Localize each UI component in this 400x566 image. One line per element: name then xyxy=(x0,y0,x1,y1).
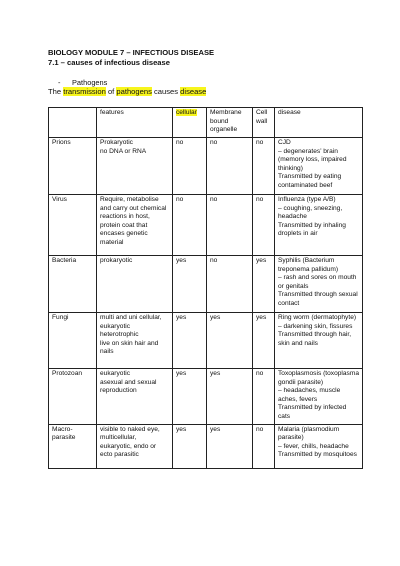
bullet-text: Pathogens xyxy=(72,78,108,87)
highlight-disease: disease xyxy=(180,87,207,96)
row-organelle: yes xyxy=(207,424,253,468)
table-row-bacteria xyxy=(49,256,363,313)
intro-text-part: of xyxy=(105,87,117,96)
row-name: Prions xyxy=(49,138,97,195)
disease-line: Toxoplasmosis (toxoplasma gondii parasite) xyxy=(278,370,359,386)
row-cell-wall: yes xyxy=(253,256,275,313)
disease-line: Ring worm (dermatophyte) xyxy=(278,314,357,321)
highlight-pathogens: pathogens xyxy=(116,87,152,96)
row-cell-wall: yes xyxy=(253,313,275,369)
row-cellular: no xyxy=(173,138,207,195)
row-organelle: yes xyxy=(207,369,253,425)
row-name: Virus xyxy=(49,195,97,256)
feature-line: no DNA or RNA xyxy=(100,147,147,155)
header-cell-features: features xyxy=(97,108,173,138)
row-organelle: no xyxy=(207,138,253,195)
disease-line: – fever, chills, headache xyxy=(278,442,349,450)
row-features xyxy=(97,313,173,369)
row-organelle: no xyxy=(207,195,253,256)
feature-line: visible to naked eye, multicellular, eukaryotic, endo or ecto parasitic xyxy=(100,425,160,459)
disease-line: Transmitted through hair, skin and nails xyxy=(278,331,352,347)
row-features xyxy=(97,369,173,425)
row-disease xyxy=(275,138,363,195)
highlight-transmission: transmission xyxy=(63,87,106,96)
document-title: BIOLOGY MODULE 7 – INFECTIOUS DISEASE xyxy=(48,48,215,57)
header-cell-empty xyxy=(49,108,97,138)
feature-line: live on skin hair and nails xyxy=(100,339,159,356)
row-cell-wall: no xyxy=(253,424,275,468)
row-cellular: no xyxy=(173,195,207,256)
table-row-fungi xyxy=(49,313,363,369)
row-disease xyxy=(275,256,363,313)
disease-line: Malaria (plasmodium parasite) xyxy=(278,425,340,442)
row-name: Protozoan xyxy=(49,369,97,425)
disease-line: Syphilis (Bacterium treponema pallidum) xyxy=(278,257,339,273)
row-cellular: yes xyxy=(173,256,207,313)
feature-line: multi and uni cellular, eukaryotic heterotrophic xyxy=(100,314,162,339)
feature-line: prokaryotic xyxy=(100,257,133,264)
disease-line: – darkening skin, fissures xyxy=(278,322,353,330)
header-cellular-text: cellular xyxy=(176,109,197,116)
row-name: Fungi xyxy=(49,313,97,369)
disease-line: Transmitted by inhaling droplets in air xyxy=(278,221,346,238)
row-disease xyxy=(275,424,363,468)
row-cellular: yes xyxy=(173,424,207,468)
row-name: Macro-parasite xyxy=(49,424,97,468)
row-name: Bacteria xyxy=(49,256,97,313)
row-features xyxy=(97,138,173,195)
row-features xyxy=(97,256,173,313)
header-cell-organelle: Membrane bound organelle xyxy=(207,108,253,138)
disease-line: CJD xyxy=(278,139,291,146)
pathogen-table xyxy=(48,107,363,469)
table-header-row xyxy=(49,108,363,138)
bullet-marker: - xyxy=(58,78,61,87)
table-row-prions xyxy=(49,138,363,195)
disease-line: Influenza (type A/B) xyxy=(278,196,336,203)
row-cell-wall: no xyxy=(253,138,275,195)
row-disease xyxy=(275,313,363,369)
disease-line: Transmitted through sexual contact xyxy=(278,291,358,307)
row-cellular: yes xyxy=(173,369,207,425)
feature-line: Prokaryotic xyxy=(100,139,133,146)
row-disease xyxy=(275,369,363,425)
row-features xyxy=(97,195,173,256)
disease-line: Transmitted by mosquitoes xyxy=(278,451,357,459)
feature-line: Require, metabolise and carry out chemical reactions in host, protein coat that encases genetic material xyxy=(100,196,167,246)
table-row-virus xyxy=(49,195,363,256)
header-cell-disease: disease xyxy=(275,108,363,138)
intro-text-part: The xyxy=(48,87,64,96)
disease-line: – rash and sores on mouth or genitals xyxy=(278,274,357,290)
table-row-macro-parasite xyxy=(49,424,363,468)
disease-line: Transmitted by eating contaminated beef xyxy=(278,173,342,189)
row-features xyxy=(97,424,173,468)
table-row-protozoan xyxy=(49,369,363,425)
row-cell-wall: no xyxy=(253,369,275,425)
feature-line: eukaryotic xyxy=(100,370,131,377)
row-organelle: no xyxy=(207,256,253,313)
row-cellular: yes xyxy=(173,313,207,369)
disease-line: – degenerates’ brain (memory loss, impaired thinking) xyxy=(278,147,347,172)
header-cell-cell-wall: Cell wall xyxy=(253,108,275,138)
intro-sentence xyxy=(48,87,206,97)
disease-line: Transmitted by infected cats xyxy=(278,404,347,420)
row-disease xyxy=(275,195,363,256)
feature-line: asexual and sexual reproduction xyxy=(100,378,157,395)
row-organelle: yes xyxy=(207,313,253,369)
disease-line: – headaches, muscle aches, fevers xyxy=(278,387,341,403)
header-cell-cellular xyxy=(173,108,207,138)
section-subtitle: 7.1 – causes of infectious disease xyxy=(48,58,170,67)
intro-text-part: causes xyxy=(151,87,181,96)
row-cell-wall: no xyxy=(253,195,275,256)
disease-line: – coughing, sneezing, headache xyxy=(278,204,343,221)
